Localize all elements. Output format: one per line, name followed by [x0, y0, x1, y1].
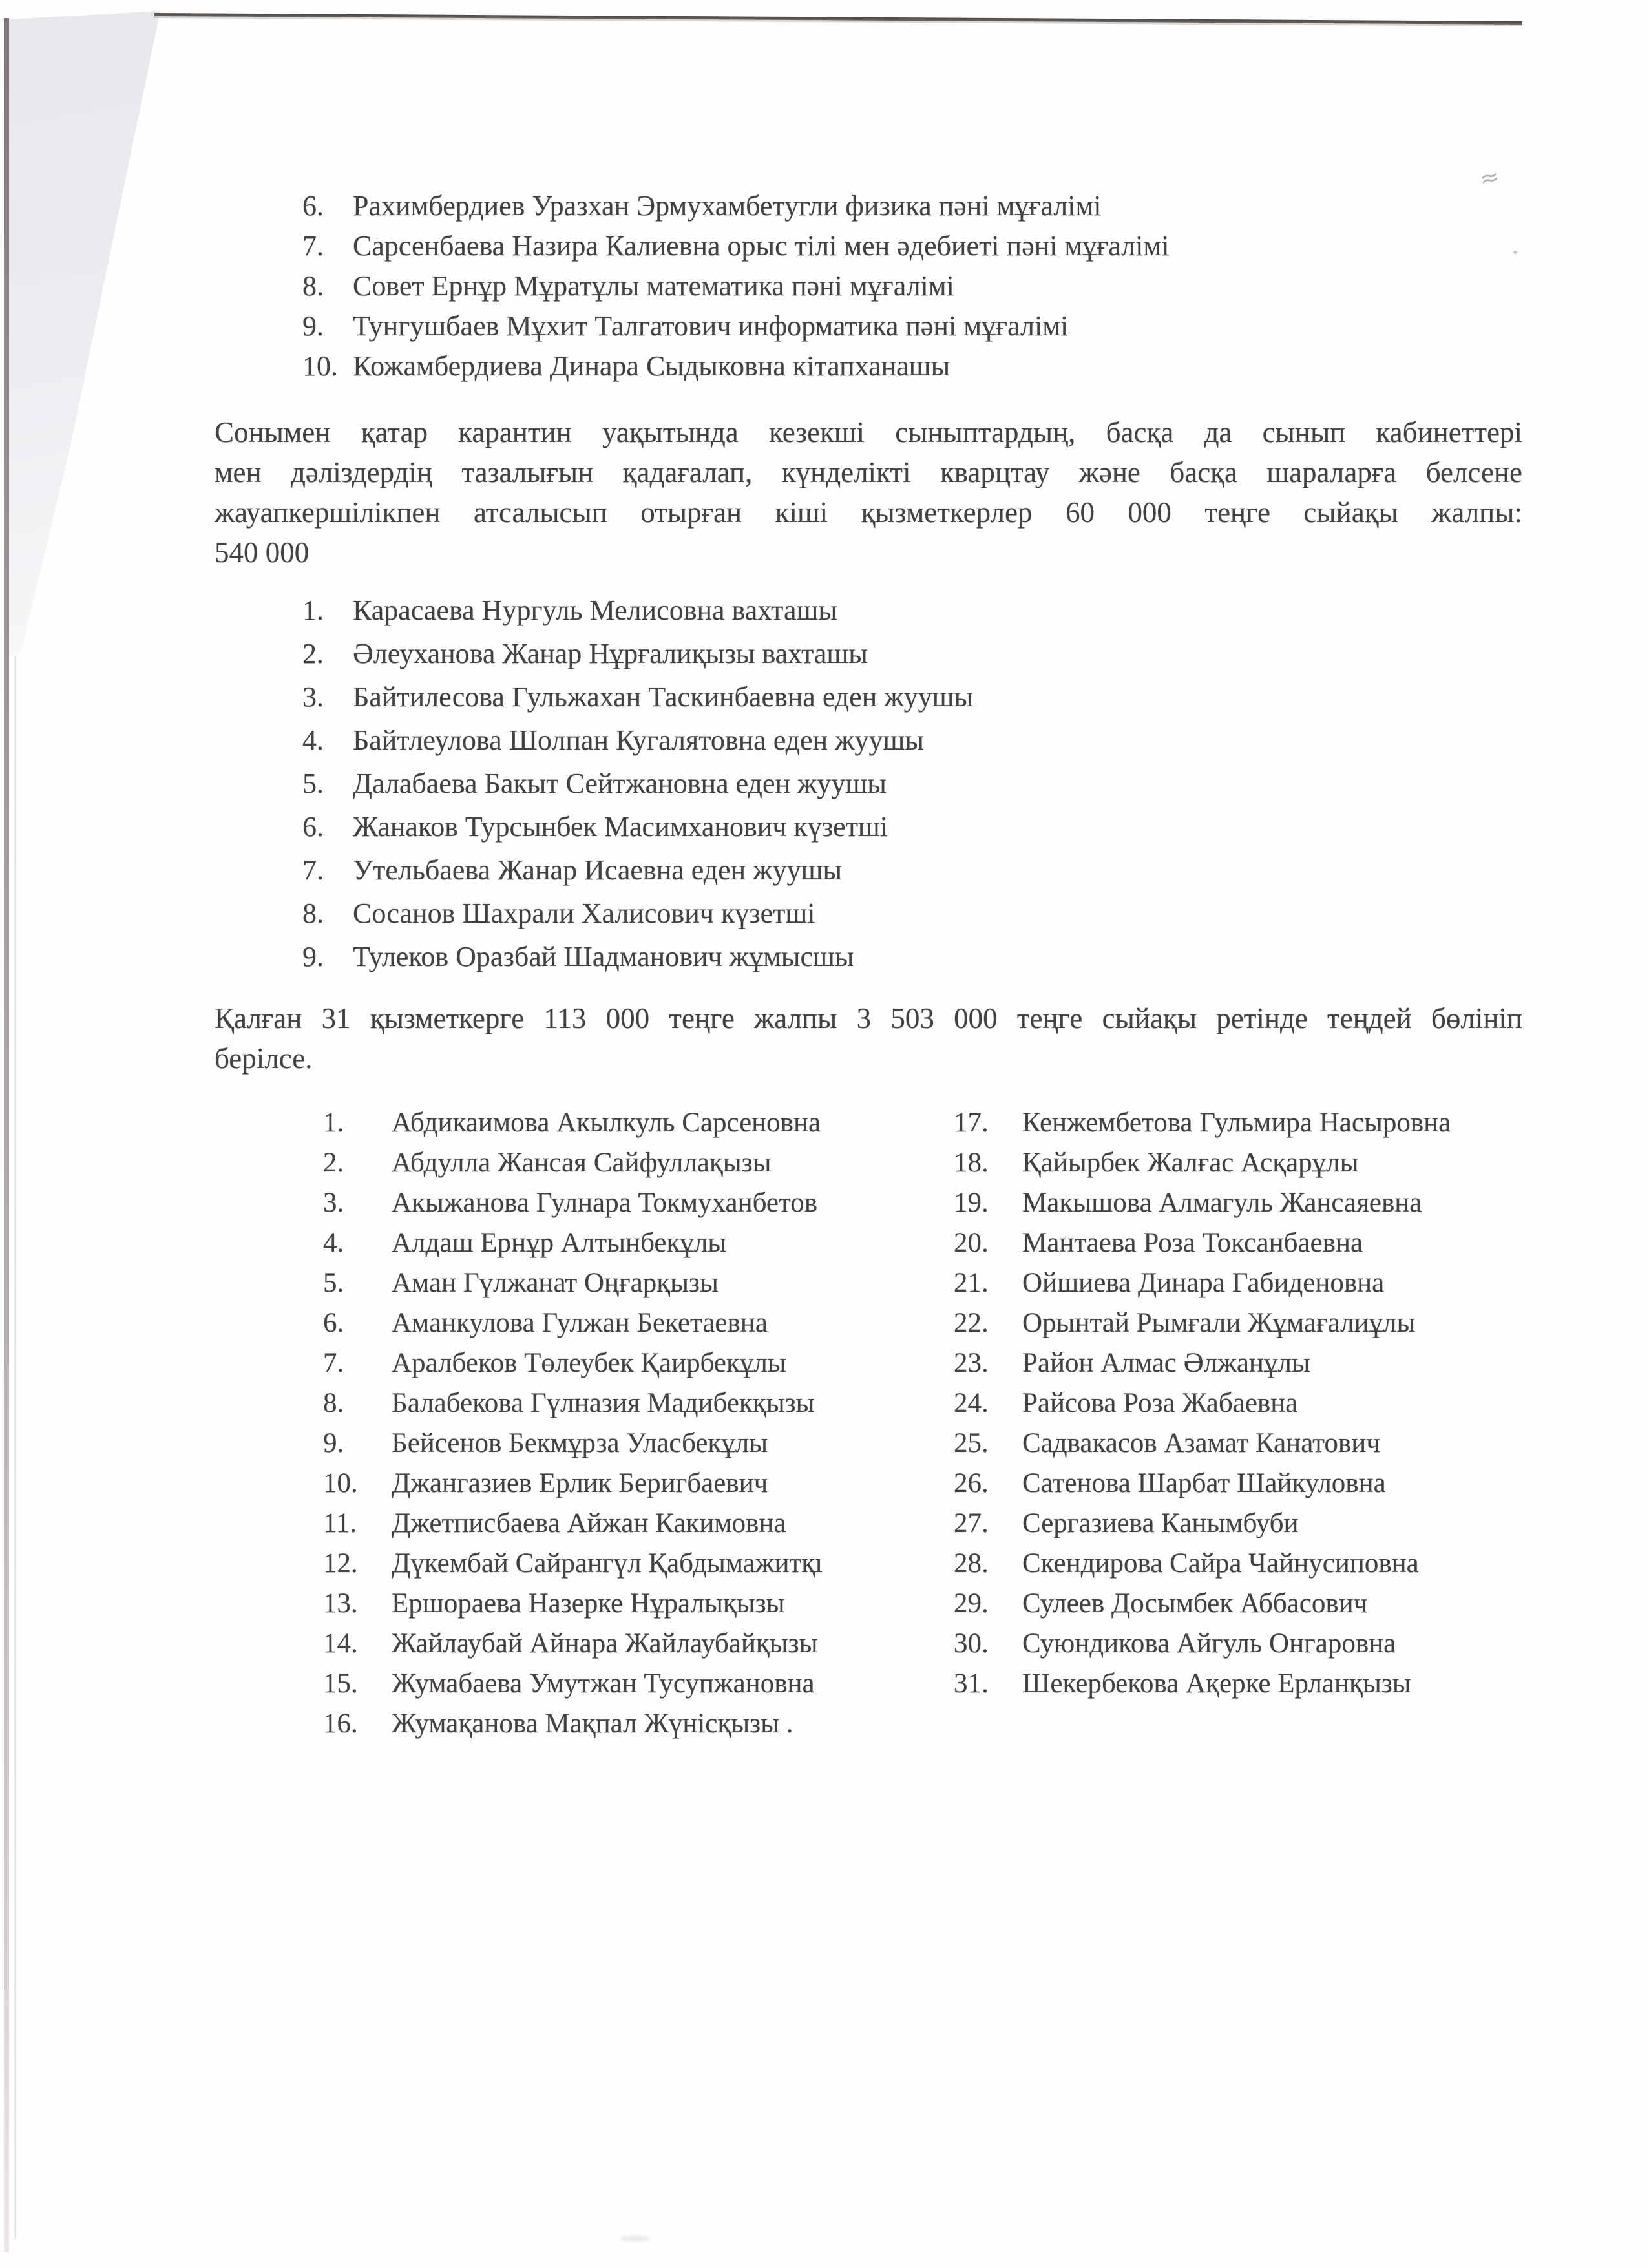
list-item-number: 4. — [323, 1227, 344, 1258]
paragraph-line: Сонымен қатар карантин уақытында кезекші сыныптардың, басқа да сынып кабинеттері — [215, 416, 1522, 448]
list-item-number: 8. — [323, 1387, 344, 1418]
list-item-text: Кожамбердиева Динара Сыдыковна кітапханашы — [353, 350, 951, 382]
list-item — [954, 1383, 1574, 1423]
list-item — [323, 1583, 936, 1623]
list-item-number: 2. — [323, 1147, 344, 1178]
list-item-text: Жумақанова Мақпал Жүнісқызы . — [392, 1708, 793, 1739]
list-item-text: Аралбеков Төлеубек Қаирбекұлы — [392, 1347, 786, 1378]
list-item-text: Дүкембай Сайрангүл Қабдымажитқı — [392, 1548, 823, 1579]
list-item-text: Садвакасов Азамат Канатович — [1022, 1427, 1380, 1458]
list-item — [323, 1503, 936, 1543]
list-item-text: Сергазиева Канымбуби — [1022, 1507, 1299, 1538]
list-item — [323, 1423, 936, 1463]
list-item-text: Әлеуханова Жанар Нұрғалиқызы вахташы — [353, 638, 868, 669]
list-item — [954, 1663, 1574, 1703]
list-item — [323, 1463, 936, 1503]
list-item-number: 28. — [954, 1548, 989, 1579]
list-item-number: 8. — [302, 269, 324, 302]
list-item — [954, 1463, 1574, 1503]
list-item-number: 11. — [323, 1507, 357, 1538]
list-item — [954, 1223, 1574, 1263]
list-item-number: 18. — [954, 1147, 989, 1178]
list-item-number: 22. — [954, 1307, 989, 1338]
list-item — [323, 1263, 936, 1303]
list-item — [302, 632, 973, 675]
list-item — [323, 1543, 936, 1583]
teachers-list — [302, 185, 1169, 386]
list-item-number: 30. — [954, 1628, 989, 1659]
scan-top-edge-line — [154, 13, 1522, 25]
list-item-number: 20. — [954, 1227, 989, 1258]
list-item-text: Сосанов Шахрали Халисович күзетші — [353, 898, 815, 929]
list-item-text: Сулеев Досымбек Аббасович — [1022, 1588, 1368, 1619]
list-item — [323, 1303, 936, 1343]
paragraph-line: берілсе. — [215, 1042, 313, 1075]
list-item-number: 7. — [323, 1347, 344, 1378]
list-item-text: Джангазиев Ерлик Беригбаевич — [392, 1467, 768, 1498]
list-item — [954, 1102, 1574, 1142]
list-item-text: Утельбаева Жанар Исаевна еден жуушы — [353, 854, 843, 886]
list-item — [302, 346, 1169, 386]
list-item-text: Тунгушбаев Мұхит Талгатович информатика пәні мұғалімі — [353, 310, 1069, 342]
list-item — [302, 226, 1169, 266]
list-item-text: Бейсенов Бекмұрза Уласбекұлы — [392, 1427, 768, 1458]
list-item-text: Сатенова Шарбат Шайкуловна — [1022, 1467, 1386, 1498]
list-item-text: Джетписбаева Айжан Какимовна — [392, 1507, 786, 1538]
list-item — [323, 1623, 936, 1663]
list-item-text: Район Алмас Әлжанұлы — [1022, 1347, 1310, 1378]
list-item-text: Абдикаимова Акылкуль Сарсеновна — [392, 1107, 821, 1138]
list-item — [954, 1543, 1574, 1583]
list-item-number: 6. — [323, 1307, 344, 1338]
list-item-text: Шекербекова Ақерке Ерланқызы — [1022, 1668, 1411, 1699]
list-item-text: Байтлеулова Шолпан Кугалятовна еден жуушы — [353, 724, 924, 756]
list-item — [954, 1503, 1574, 1543]
list-item — [302, 719, 973, 762]
list-item-number: 1. — [323, 1107, 344, 1138]
list-item — [302, 675, 973, 719]
list-item-number: 9. — [302, 941, 324, 972]
list-item-number: 7. — [302, 229, 324, 262]
list-item — [302, 185, 1169, 226]
list-item — [302, 306, 1169, 346]
list-item-text: Далабаева Бакыт Сейтжановна еден жуушы — [353, 768, 887, 799]
scan-smudge — [620, 2236, 650, 2242]
list-item-text: Жанаков Турсынбек Масимханович күзетші — [353, 811, 888, 843]
list-item-text: Рахимбердиев Уразхан Эрмухамбетугли физика пәні мұғалімі — [353, 189, 1102, 222]
list-item-number: 12. — [323, 1548, 358, 1579]
list-item-number: 9. — [323, 1427, 344, 1458]
list-item-text: Макышова Алмагуль Жансаяевна — [1022, 1187, 1422, 1218]
list-item — [302, 848, 973, 892]
list-item-number: 3. — [302, 681, 324, 713]
list-item-number: 26. — [954, 1467, 989, 1498]
list-item-number: 31. — [954, 1668, 989, 1699]
pencil-dot — [1513, 251, 1517, 254]
list-item — [302, 935, 973, 978]
list-item-text: Тулеков Оразбай Шадманович жұмысшы — [353, 941, 854, 972]
list-item-text: Қайырбек Жалғас Асқарұлы — [1022, 1147, 1359, 1178]
list-item-text: Мантаева Роза Токсанбаевна — [1022, 1227, 1363, 1258]
list-item-number: 6. — [302, 811, 324, 843]
page-corner-fold — [9, 0, 178, 659]
list-item-text: Аман Гүлжанат Оңғарқызы — [392, 1267, 719, 1298]
list-item — [323, 1102, 936, 1142]
scan-crease-line — [14, 656, 16, 2239]
list-item-number: 19. — [954, 1187, 989, 1218]
list-item — [302, 589, 973, 632]
list-item — [323, 1182, 936, 1223]
list-item-number: 23. — [954, 1347, 989, 1378]
list-item-text: Жайлаубай Айнара Жайлаубайқызы — [392, 1628, 818, 1659]
list-item-text: Балабекова Гүлназия Мадибекқызы — [392, 1387, 815, 1418]
list-item — [954, 1263, 1574, 1303]
list-item — [954, 1583, 1574, 1623]
list-item-text: Орынтай Рымғали Жұмағалиұлы — [1022, 1307, 1416, 1338]
paragraph-quarantine — [215, 412, 1522, 572]
list-item-text: Абдулла Жансая Сайфуллақызы — [392, 1147, 772, 1178]
list-item — [323, 1223, 936, 1263]
list-item-text: Жумабаева Умутжан Тусупжановна — [392, 1668, 815, 1699]
list-item — [323, 1142, 936, 1182]
list-item-text: Сарсенбаева Назира Калиевна орыс тілі мен әдебиеті пәні мұғалімі — [353, 229, 1170, 262]
list-item-number: 14. — [323, 1628, 358, 1659]
list-item-number: 2. — [302, 638, 324, 669]
list-item — [954, 1623, 1574, 1663]
paragraph-remaining — [215, 998, 1522, 1078]
list-item — [302, 805, 973, 848]
list-item-number: 7. — [302, 854, 324, 886]
list-item-number: 6. — [302, 189, 324, 222]
list-item-text: Алдаш Ернұр Алтынбекұлы — [392, 1227, 727, 1258]
paragraph-line: жауапкершілікпен атсалысып отырған кіші қызметкерлер 60 000 теңге сыйақы жалпы: — [215, 496, 1522, 529]
list-item-number: 10. — [302, 350, 338, 382]
paragraph-line: мен дәліздердің тазалығын қадағалап, күнделікті кварцтау және басқа шараларға белсене — [215, 456, 1522, 488]
paragraph-line: Қалған 31 қызметкерге 113 000 теңге жалпы 3 503 000 теңге сыйақы ретінде теңдей бөлініп — [215, 1002, 1522, 1034]
list-item-number: 5. — [302, 768, 324, 799]
list-item-number: 9. — [302, 310, 324, 342]
list-item — [302, 266, 1169, 306]
names-column-left — [323, 1102, 936, 1743]
list-item-text: Кенжембетова Гульмира Насыровна — [1022, 1107, 1451, 1138]
paragraph-line-total: 540 000 — [215, 536, 310, 569]
list-item-number: 24. — [954, 1387, 989, 1418]
scan-left-edge-line — [4, 18, 9, 2252]
list-item — [323, 1663, 936, 1703]
list-item — [323, 1343, 936, 1383]
list-item-number: 27. — [954, 1507, 989, 1538]
list-item-text: Ершораева Назерке Нұралықызы — [392, 1588, 785, 1619]
list-item-text: Аманкулова Гулжан Бекетаевна — [392, 1307, 768, 1338]
list-item-number: 4. — [302, 724, 324, 756]
list-item-number: 3. — [323, 1187, 344, 1218]
list-item-text: Акыжанова Гулнара Токмуханбетов — [392, 1187, 818, 1218]
list-item — [954, 1303, 1574, 1343]
pencil-mark: ≈ — [1477, 163, 1502, 193]
list-item — [302, 892, 973, 935]
list-item — [323, 1703, 936, 1743]
list-item-number: 8. — [302, 898, 324, 929]
list-item-number: 16. — [323, 1708, 358, 1739]
list-item-text: Ойшиева Динара Габиденовна — [1022, 1267, 1385, 1298]
list-item-number: 15. — [323, 1668, 358, 1699]
list-item-number: 29. — [954, 1588, 989, 1619]
list-item-text: Скендирова Сайра Чайнусиповна — [1022, 1548, 1419, 1579]
list-item-text: Суюндикова Айгуль Онгаровна — [1022, 1628, 1396, 1659]
list-item-number: 10. — [323, 1467, 358, 1498]
list-item-number: 13. — [323, 1588, 358, 1619]
list-item — [954, 1343, 1574, 1383]
list-item — [323, 1383, 936, 1423]
list-item-text: Байтилесова Гульжахан Таскинбаевна еден жуушы — [353, 681, 974, 713]
list-item — [954, 1142, 1574, 1182]
support-staff-list — [302, 589, 973, 978]
names-column-right — [954, 1102, 1574, 1703]
list-item-text: Карасаева Нургуль Мелисовна вахташы — [353, 594, 837, 626]
list-item — [954, 1182, 1574, 1223]
list-item-number: 5. — [323, 1267, 344, 1298]
list-item — [302, 762, 973, 805]
list-item-text: Райсова Роза Жабаевна — [1022, 1387, 1298, 1418]
list-item-number: 25. — [954, 1427, 989, 1458]
list-item-text: Совет Ернұр Мұратұлы математика пәні мұғалімі — [353, 269, 954, 302]
list-item-number: 21. — [954, 1267, 989, 1298]
list-item-number: 17. — [954, 1107, 989, 1138]
list-item — [954, 1423, 1574, 1463]
list-item-number: 1. — [302, 594, 324, 626]
